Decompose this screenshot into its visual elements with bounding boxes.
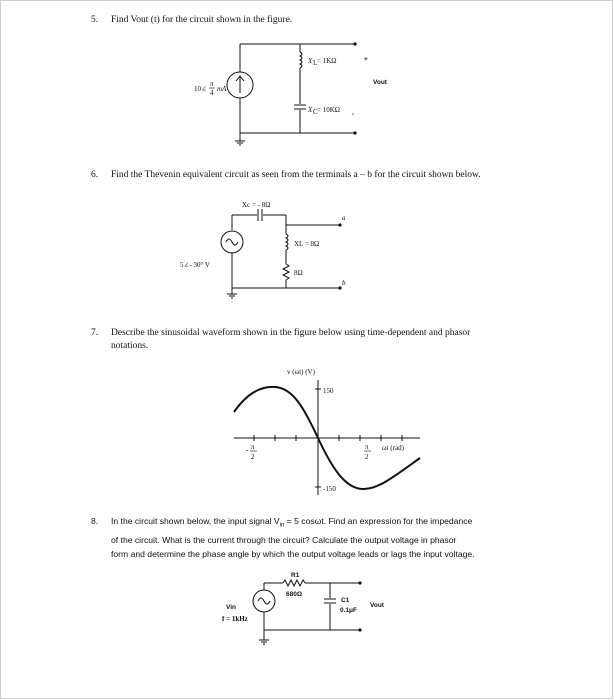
r1-name: R1 — [291, 572, 300, 579]
vout-label: Vout — [370, 602, 384, 609]
question-number: 5. — [91, 15, 99, 25]
question-text-line: of the circuit. What is the current through the circuit? Calculate the output voltage in phasor — [111, 534, 457, 545]
sine-glyph — [258, 598, 270, 604]
source-unit: mA — [217, 85, 227, 93]
terminal-b-label: b — [342, 279, 346, 287]
waveform-figure — [234, 380, 420, 495]
resistor-label: 8Ω — [294, 269, 303, 277]
terminal-a-dot — [338, 223, 341, 226]
question-text: Find Vout (t) for the circuit shown in the figure. — [111, 15, 293, 25]
frequency-label: f = 1kHz — [222, 615, 248, 623]
xl-subscript: L — [313, 59, 318, 67]
r1-value: 680Ω — [286, 591, 303, 598]
terminal-dot — [353, 131, 356, 134]
vin-label: Vin — [226, 604, 236, 611]
question-text-line: form and determine the phase angle by which the output voltage leads or lags the input voltage. — [111, 548, 475, 559]
neg-pi-num: π — [251, 443, 255, 451]
vin-subscript: in — [279, 522, 285, 529]
source-fraction-num: π — [210, 80, 214, 88]
question-number: 7. — [91, 328, 99, 338]
question-number: 8. — [91, 516, 99, 526]
resistor-symbol — [283, 264, 289, 280]
circuit-6 — [221, 209, 340, 298]
resistor-symbol — [283, 580, 305, 586]
question-text-line: notations. — [111, 340, 149, 351]
terminal-dot — [358, 628, 361, 631]
xl-label: XL = 8Ω — [294, 240, 320, 248]
plus-sign: + — [364, 56, 368, 63]
pos-pi-num: π — [365, 443, 369, 451]
minus-sign: - — [352, 111, 355, 118]
source-fraction-den: 4 — [210, 89, 214, 97]
bottom-value-label: -150 — [323, 485, 336, 493]
xl-label: X — [308, 57, 313, 65]
neg-sign: - — [246, 446, 249, 454]
vout-label: Vout — [373, 79, 387, 86]
xc-label: X — [308, 106, 313, 114]
terminal-dot — [358, 581, 361, 584]
xc-value: = 10KΩ — [317, 106, 340, 114]
sine-glyph — [226, 239, 238, 245]
inductor-symbol — [286, 234, 288, 250]
question-text-line: Describe the sinusoidal waveform shown in the figure below using time-dependent and phasor — [111, 328, 471, 338]
question-number: 6. — [91, 170, 99, 180]
neg-pi-den: 2 — [251, 453, 255, 461]
question-text-line: = 5 cosωt. Find an expression for the impedance — [284, 516, 473, 526]
c1-name: C1 — [341, 597, 350, 604]
inductor-symbol — [300, 52, 302, 68]
terminal-a-label: a — [342, 214, 346, 222]
source-label: 10∠ — [194, 85, 207, 93]
waveform-title: v (ωt) (V) — [287, 368, 315, 376]
top-value-label: 150 — [323, 387, 334, 395]
question-text-line: In the circuit shown below, the input signal V — [111, 516, 280, 526]
terminal-dot — [353, 42, 356, 45]
c1-value: 0.1μF — [340, 607, 357, 614]
pos-pi-den: 2 — [365, 453, 369, 461]
source-label: 5∠- 30° V — [180, 261, 210, 269]
x-axis-label: ωt (rad) — [382, 444, 404, 452]
xc-label: Xc = - 8Ω — [242, 201, 271, 209]
xl-value: = 1KΩ — [317, 57, 337, 65]
question-text: Find the Thevenin equivalent circuit as seen from the terminals a – b for the circuit shown below. — [111, 170, 481, 180]
xc-subscript: C — [313, 108, 318, 116]
